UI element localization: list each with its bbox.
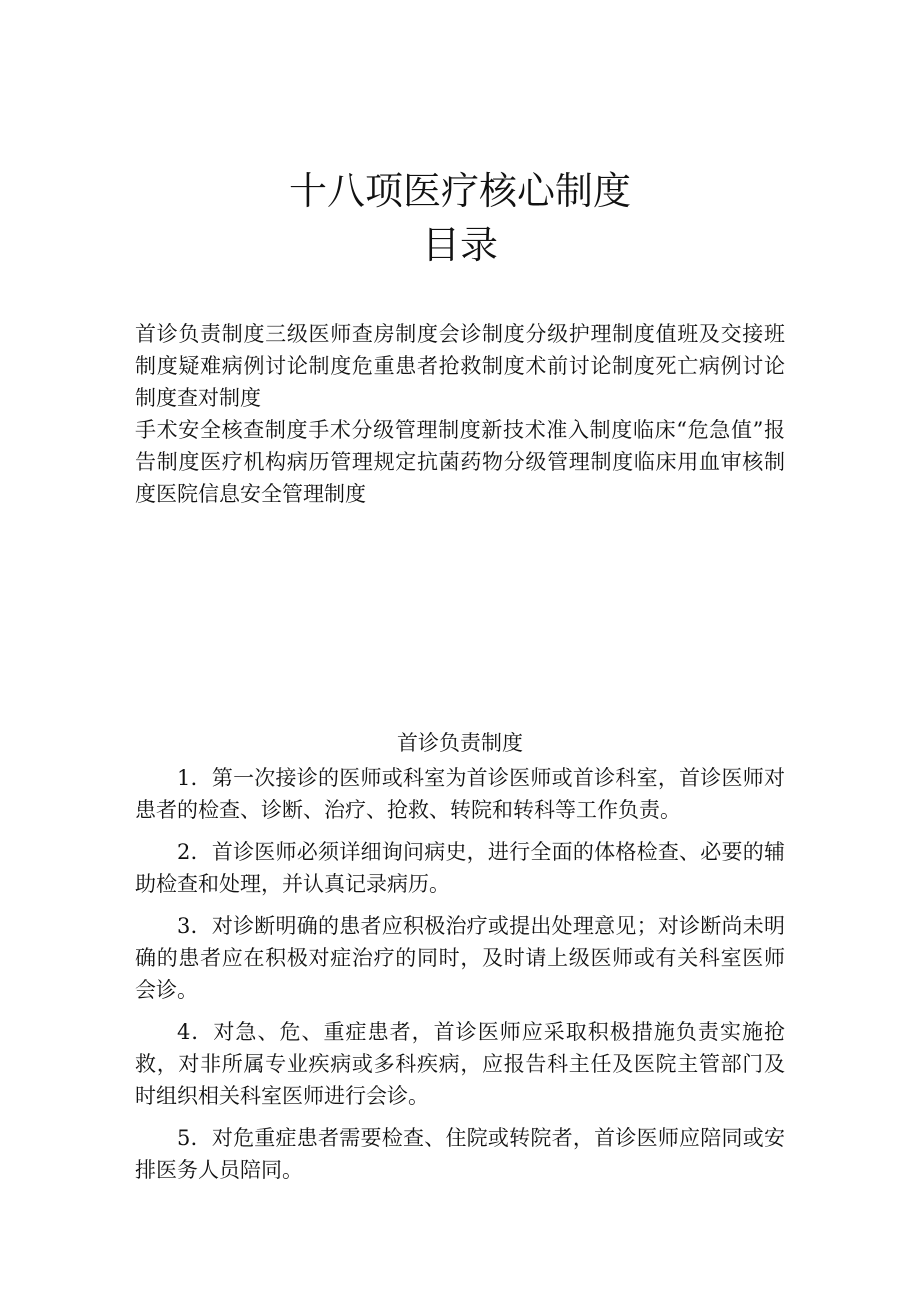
section-item: 3．对诊断明确的患者应积极治疗或提出处理意见；对诊断尚未明确的患者应在积极对症治疗的同时，及时请上级医师或有关科室医师会诊。 [135,914,785,1002]
toc-paragraph: 首诊负责制度三级医师查房制度会诊制度分级护理制度值班及交接班制度疑难病例讨论制度危重患者抢救制度术前讨论制度死亡病例讨论制度查对制度 [135,322,785,410]
toc-heading: 目录 [421,223,498,267]
table-of-contents [135,318,785,510]
section-title: 首诊负责制度 [397,731,523,755]
section-item: 2．首诊医师必须详细询问病史，进行全面的体格检查、必要的辅助检查和处理，并认真记录病历。 [135,840,785,896]
section-item: 4．对急、危、重症患者，首诊医师应采取积极措施负责实施抢救，对非所属专业疾病或多科疾病，应报告科主任及医院主管部门及时组织相关科室医师进行会诊。 [135,1020,785,1108]
toc-paragraph: 手术安全核查制度手术分级管理制度新技术准入制度临床“危急值”报告制度医疗机构病历管理规定抗菌药物分级管理制度临床用血审核制度医院信息安全管理制度 [135,418,785,506]
section-body [135,762,785,1196]
section-item: 1．第一次接诊的医师或科室为首诊医师或首诊科室，首诊医师对患者的检查、诊断、治疗、抢救、转院和转科等工作负责。 [135,766,785,822]
document-title: 十八项医疗核心制度 [288,169,631,213]
section-item: 5．对危重症患者需要检查、住院或转院者，首诊医师应陪同或安排医务人员陪同。 [135,1126,785,1182]
